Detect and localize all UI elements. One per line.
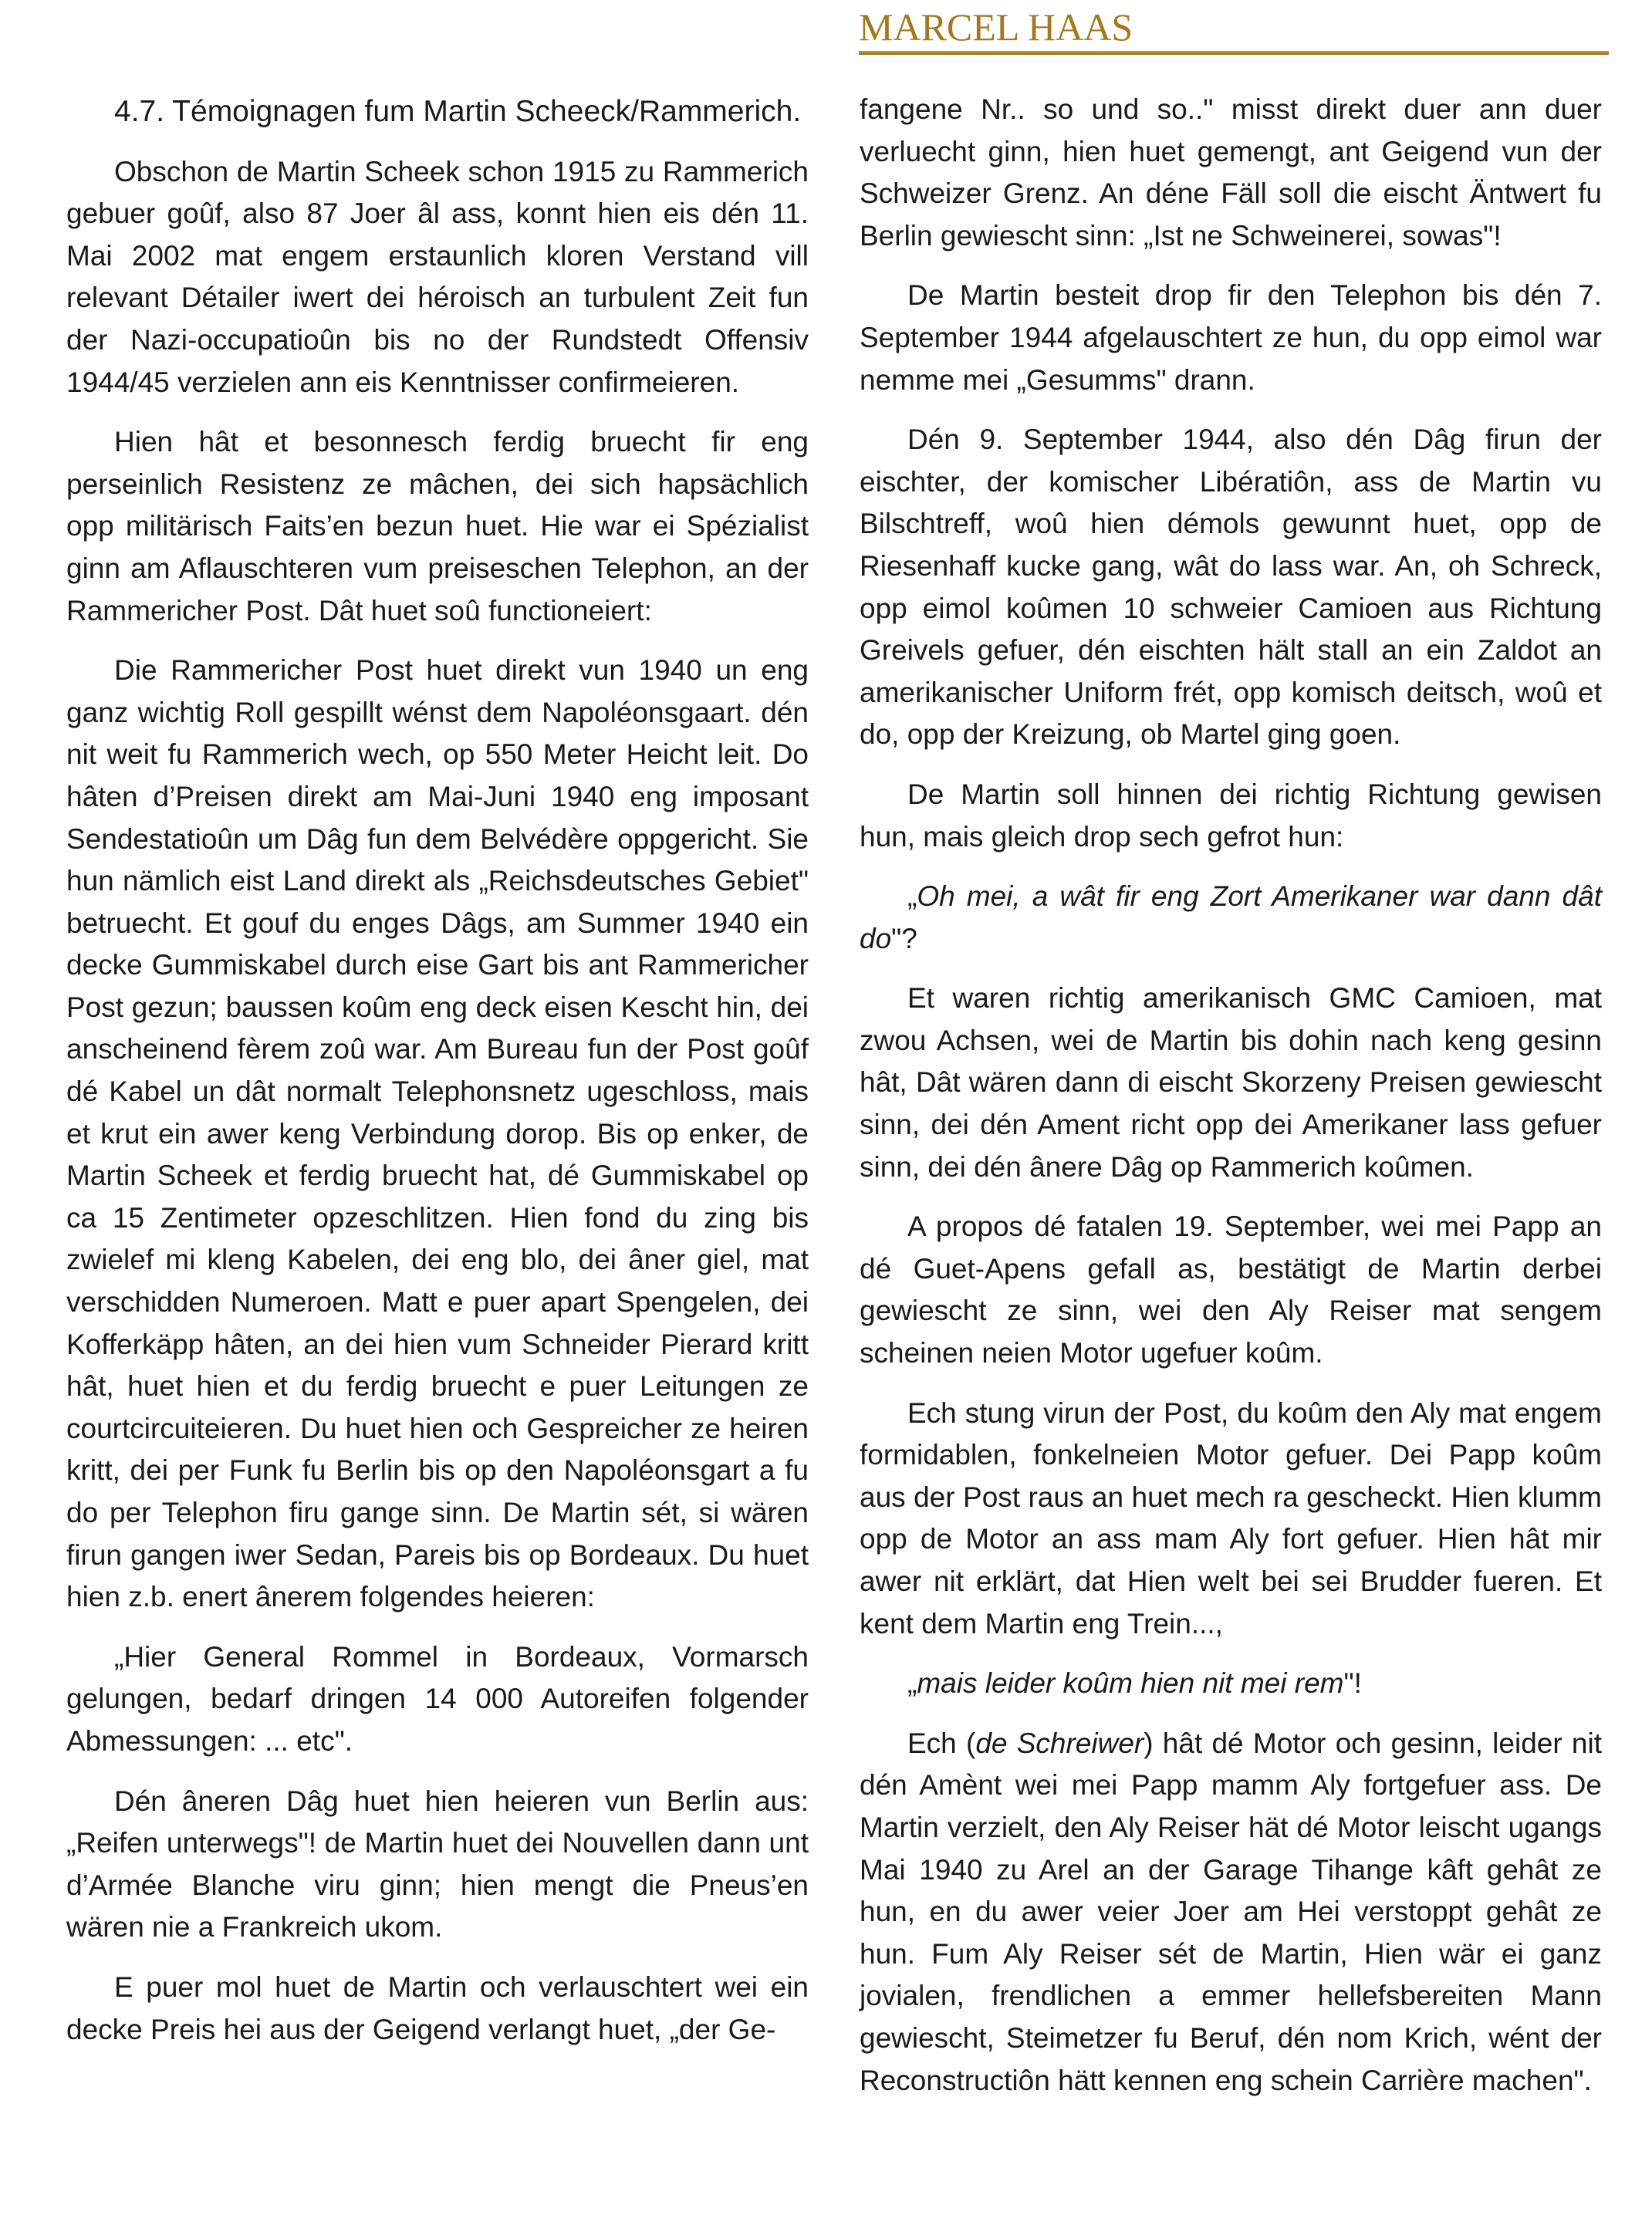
paragraph: Die Rammericher Post huet direkt vun 1940 un eng ganz wichtig Roll gespillt wénst dem Napoléonsgaart. dén nit weit fu Rammerich wech, op 550 Meter Heicht leit. Do hâten d’Preisen direkt am Mai-Juni 1940 eng imposant Sendestatioûn um Dâg fun dem Belvédère oppgericht. Sie hun nämlich eist Land direkt als „Reichsdeutsches Gebiet" betruecht. Et gouf du enges Dâgs, am Summer 1940 ein decke Gummiskabel durch eise Gart bis ant Rammericher Post gezun; baussen koûm eng deck eisen Kescht hin, dei anscheinend fèrem zoû war. Am Bureau fun der Post goûf dé Kabel un dât normalt Telephonsnetz ugeschloss, mais et krut ein awer keng Verbindung dorop. Bis op enker, de Martin Scheek et ferdig bruecht hat, dé Gummiskabel op ca 15 Zentimeter opzeschlitzen. Hien fond du zing bis zwielef mi kleng Kabelen, dei eng blo, dei âner giel, mat verschidden Numeroen. Matt e puer apart Spengelen, dei Kofferkäpp hâten, an dei hien vum Schneider Pierard kritt hât, huet hien et du ferdig bruecht e puer Leitungen ze courtcircuiteieren. Du huet hien och Gespreicher ze heiren kritt, dei per Funk fu Berlin bis op den Napoléonsgart a fu do per Telephon firu gange sinn. De Martin sét, si wären firun gangen iwer Sedan, Pareis bis op Bordeaux. Du huet hien z.b. enert ânerem folgendes heieren: xyxy=(66,654,809,1613)
paragraph: A propos dé fatalen 19. September, wei mei Papp an dé Guet-Apens gefall as, bestätigt de Martin derbei gewiescht ze sinn, wei den Aly Reiser mat sengem scheinen neien Motor ugefuer koûm. xyxy=(860,1211,1602,1369)
paragraph: De Martin soll hinnen dei richtig Richtung gewisen hun, mais gleich drop sech gefrot hun: xyxy=(860,778,1602,853)
paragraph xyxy=(860,1723,1602,2102)
quote-text: Oh mei, a wât fir eng Zort Amerikaner war dann dât do xyxy=(860,880,1602,954)
quote-close: "? xyxy=(891,922,917,954)
paragraph: De Martin besteit drop fir den Telephon bis dén 7. September 1944 afgelauschtert ze hun, du opp eimol war nemme mei „Gesumms" drann. xyxy=(860,279,1602,396)
paragraph: E puer mol huet de Martin och verlauschtert wei ein decke Preis hei aus der Geigend verlangt huet, „der Ge- xyxy=(66,1970,809,2045)
paragraph: Obschon de Martin Scheek schon 1915 zu Rammerich gebuer goûf, also 87 Joer âl ass, konnt hien eis dén 11. Mai 2002 mat engem erstaunlich kloren Verstand vill relevant Détailer iwert dei héroisch an turbulent Zeit fun der Nazi-occupatioûn bis no der Rundstedt Offensiv 1944/45 verzielen ann eis Kenntnisser confirmeieren. xyxy=(66,155,809,398)
right-column xyxy=(860,89,1602,2119)
quote-open: „ xyxy=(907,1667,917,1700)
section-heading: 4.7. Témoignagen fum Martin Scheeck/Rammerich. xyxy=(114,95,802,128)
quote-close: "! xyxy=(1343,1667,1362,1700)
quote-text: mais leider koûm hien nit mei rem xyxy=(917,1667,1344,1700)
text-start: Ech ( xyxy=(907,1727,976,1759)
author-note: de Schreiwer xyxy=(975,1727,1144,1759)
quote-paragraph: „Hier General Rommel in Bordeaux, Vormarsch gelungen, bedarf dringen 14 000 Autoreifen folgender Abmessungen: ... etc". xyxy=(66,1640,809,1757)
running-header xyxy=(859,6,1609,55)
quote-open: „ xyxy=(907,880,917,913)
italic-quote xyxy=(860,876,1602,960)
paragraph: fangene Nr.. so und so.." misst direkt duer ann duer verluecht ginn, hien huet gemengt, ant Geigend vun der Schweizer Grenz. An déne Fäll soll die eischt Äntwert fu Berlin gewiescht sinn: „Ist ne Schweinerei, sowas"! xyxy=(860,93,1602,252)
paragraph: Ech stung virun der Post, du koûm den Aly mat engem formidablen, fonkelneien Motor gefuer. Dei Papp koûm aus der Post raus an huet mech ra gescheckt. Hien klumm opp de Motor an ass mam Aly fort gefuer. Hien hât mir awer nit erklärt, dat Hien welt bei sei Brudder fueren. Et kent dem Martin eng Trein..., xyxy=(860,1396,1602,1639)
paragraph: Dén âneren Dâg huet hien heieren vun Berlin aus: „Reifen unterwegs"! de Martin huet dei Nouvellen dann unt d’Armée Blanche viru ginn; hien mengt die Pneus’en wären nie a Frankreich ukom. xyxy=(66,1785,809,1943)
text-rest: ) hât dé Motor och gesinn, leider nit dén Amènt wei mei Papp mamm Aly fortgefuer ass. De Martin verzielt, den Aly Reiser hät dé Motor leischt ugangs Mai 1940 zu Arel an der Garage Tihange kâft gehât ze hun, en du awer veier Joer am Hei verstoppt gehât ze hun. Fum Aly Reiser sét de Martin, Hien wär ei ganz jovialen, frendlichen a emmer hellefsbereiten Mann gewiescht, Steimetzer fu Beruf, dén nom Krich, wént der Reconstructiôn hätt kennen eng schein Carrière machen". xyxy=(860,1727,1602,2096)
author-name: MARCEL HAAS xyxy=(859,5,1133,49)
left-column xyxy=(66,91,809,2068)
header-rule xyxy=(859,51,1609,55)
paragraph: Dén 9. September 1944, also dén Dâg firun der eischter, der komischer Libératiôn, ass de Martin vu Bilschtreff, woû hien démols gewunnt huet, opp de Riesenhaff kucke gang, wât do lass war. An, oh Schreck, opp eimol koûmen 10 schweier Camioen aus Richtung Greivels gefuer, dén eischten hält stall an ein Zaldot an amerikanischer Uniform frét, opp komisch deitsch, woû et do, opp der Kreizung, ob Martel ging goen. xyxy=(860,424,1602,751)
paragraph: Hien hât et besonnesch ferdig bruecht fir eng perseinlich Resistenz ze mâchen, dei sich hapsächlich opp militärisch Faits’en bezun huet. Hie war ei Spézialist ginn am Aflauschteren vum preiseschen Telephon, an der Rammericher Post. Dât huet soû functioneiert: xyxy=(66,426,809,626)
italic-quote xyxy=(860,1663,1602,1705)
paragraph: Et waren richtig amerikanisch GMC Camioen, mat zwou Achsen, wei de Martin bis dohin nach keng gesinn hât, Dât wären dann di eischt Skorzeny Preisen gewiescht sinn, dei dén Ament richt opp dei Amerikaner lass gefuer sinn, dei dén ânere Dâg op Rammerich koûmen. xyxy=(860,982,1602,1183)
